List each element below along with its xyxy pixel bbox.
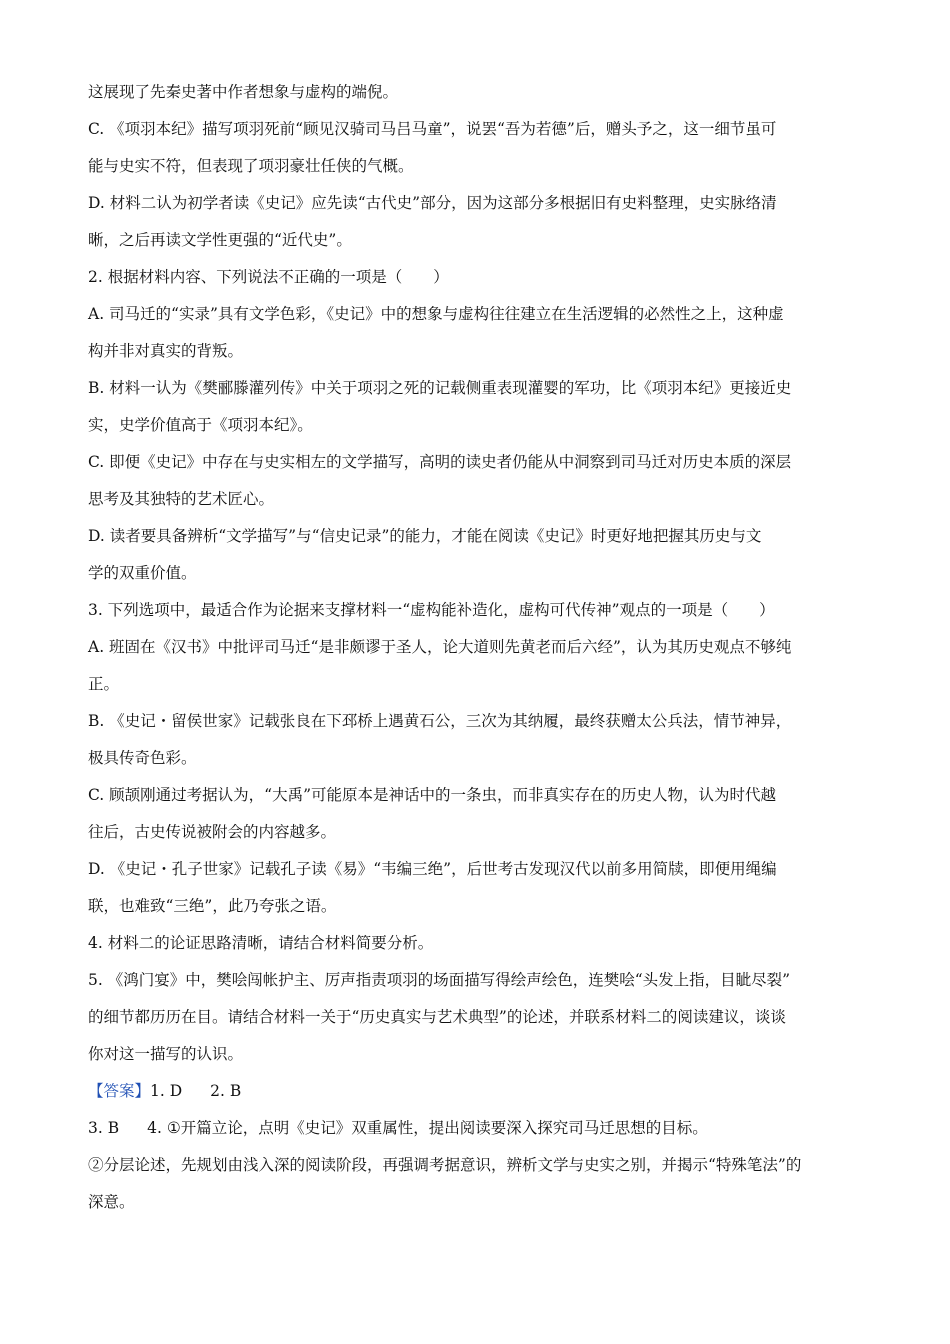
document-body [88,74,866,1221]
answer-4-point-2: ②分层论述，先规划由浅入深的阅读阶段，再强调考据意识，辨析文学与史实之别，并揭示“特殊笔法”的 [88,1156,802,1174]
answer-3: 3. B [88,1119,120,1137]
question-5: 5. 《鸿门宴》中，樊哙闯帐护主、厉声指责项羽的场面描写得绘声绘色，连樊哙“头发上指，目眦尽裂” [88,971,791,989]
answer-line [88,1110,866,1147]
text-line: 能与史实不符，但表现了项羽豪壮任侠的气概。 [88,157,414,175]
text-line: 的细节都历历在目。请结合材料一关于“历史真实与艺术典型”的论述，并联系材料二的阅读建议，谈谈 [88,1008,786,1026]
question-3: 3. 下列选项中，最适合作为论据来支撑材料一“虚构能补造化，虚构可代传神”观点的一项是（ ） [88,601,775,619]
option-a-q2: A. 司马迁的“实录”具有文学色彩，《史记》中的想象与虚构往往建立在生活逻辑的必然性之上，这种虚 [88,305,784,323]
option-c-q1: C. 《项羽本纪》描写项羽死前“顾见汉骑司马吕马童”，说罢“吾为若德”后，赠头予之，这一细节虽可 [88,120,777,138]
option-b-q3: B. 《史记・留侯世家》记载张良在下邳桥上遇黄石公，三次为其纳履，最终获赠太公兵法，情节神异， [88,712,792,730]
option-d-q1: D. 材料二认为初学者读《史记》应先读“古代史”部分，因为这部分多根据旧有史料整理，史实脉络清 [88,194,777,212]
answer-4-text: 4. ①开篇立论，点明《史记》双重属性，提出阅读要深入探究司马迁思想的目标。 [147,1119,708,1137]
text-line: 这展现了先秦史著中作者想象与虚构的端倪。 [88,83,399,101]
text-line: 极具传奇色彩。 [88,749,197,767]
text-line: 思考及其独特的艺术匠心。 [88,490,275,508]
text-line: 学的双重价值。 [88,564,197,582]
option-c-q2: C. 即便《史记》中存在与史实相左的文学描写，高明的读史者仍能从中洞察到司马迁对历史本质的深层 [88,453,792,471]
option-d-q3: D. 《史记・孔子世家》记载孔子读《易》“韦编三绝”，后世考古发现汉代以前多用简牍，即便用绳编 [88,860,777,878]
answer-tag: 【答案】 [88,1082,151,1100]
answer-1: 1. D [150,1082,183,1100]
text-line: 正。 [88,675,120,693]
option-b-q2: B. 材料一认为《樊郦滕灌列传》中关于项羽之死的记载侧重表现灌婴的军功，比《项羽本纪》更接近史 [88,379,792,397]
text-line: 晰，之后再读文学性更强的“近代史”。 [88,231,352,249]
text-line: 深意。 [88,1193,135,1211]
text-line: 你对这一描写的认识。 [88,1045,244,1063]
answer-line [88,1073,866,1110]
text-line: 实，史学价值高于《项羽本纪》。 [88,416,313,434]
text-line: 联，也难致“三绝”，此乃夸张之语。 [88,897,337,915]
text-line: 构并非对真实的背叛。 [88,342,244,360]
option-c-q3: C. 顾颉刚通过考据认为，“大禹”可能原本是神话中的一条虫，而非真实存在的历史人物，认为时代越 [88,786,777,804]
answer-2: 2. B [210,1082,242,1100]
option-d-q2: D. 读者要具备辨析“文学描写”与“信史记录”的能力，才能在阅读《史记》时更好地把握其历史与文 [88,527,762,545]
question-2: 2. 根据材料内容、下列说法不正确的一项是（ ） [88,268,449,286]
option-a-q3: A. 班固在《汉书》中批评司马迁“是非颇谬于圣人，论大道则先黄老而后六经”，认为其历史观点不够纯 [88,638,792,656]
question-4: 4. 材料二的论证思路清晰，请结合材料简要分析。 [88,934,434,952]
text-line: 往后，古史传说被附会的内容越多。 [88,823,337,841]
